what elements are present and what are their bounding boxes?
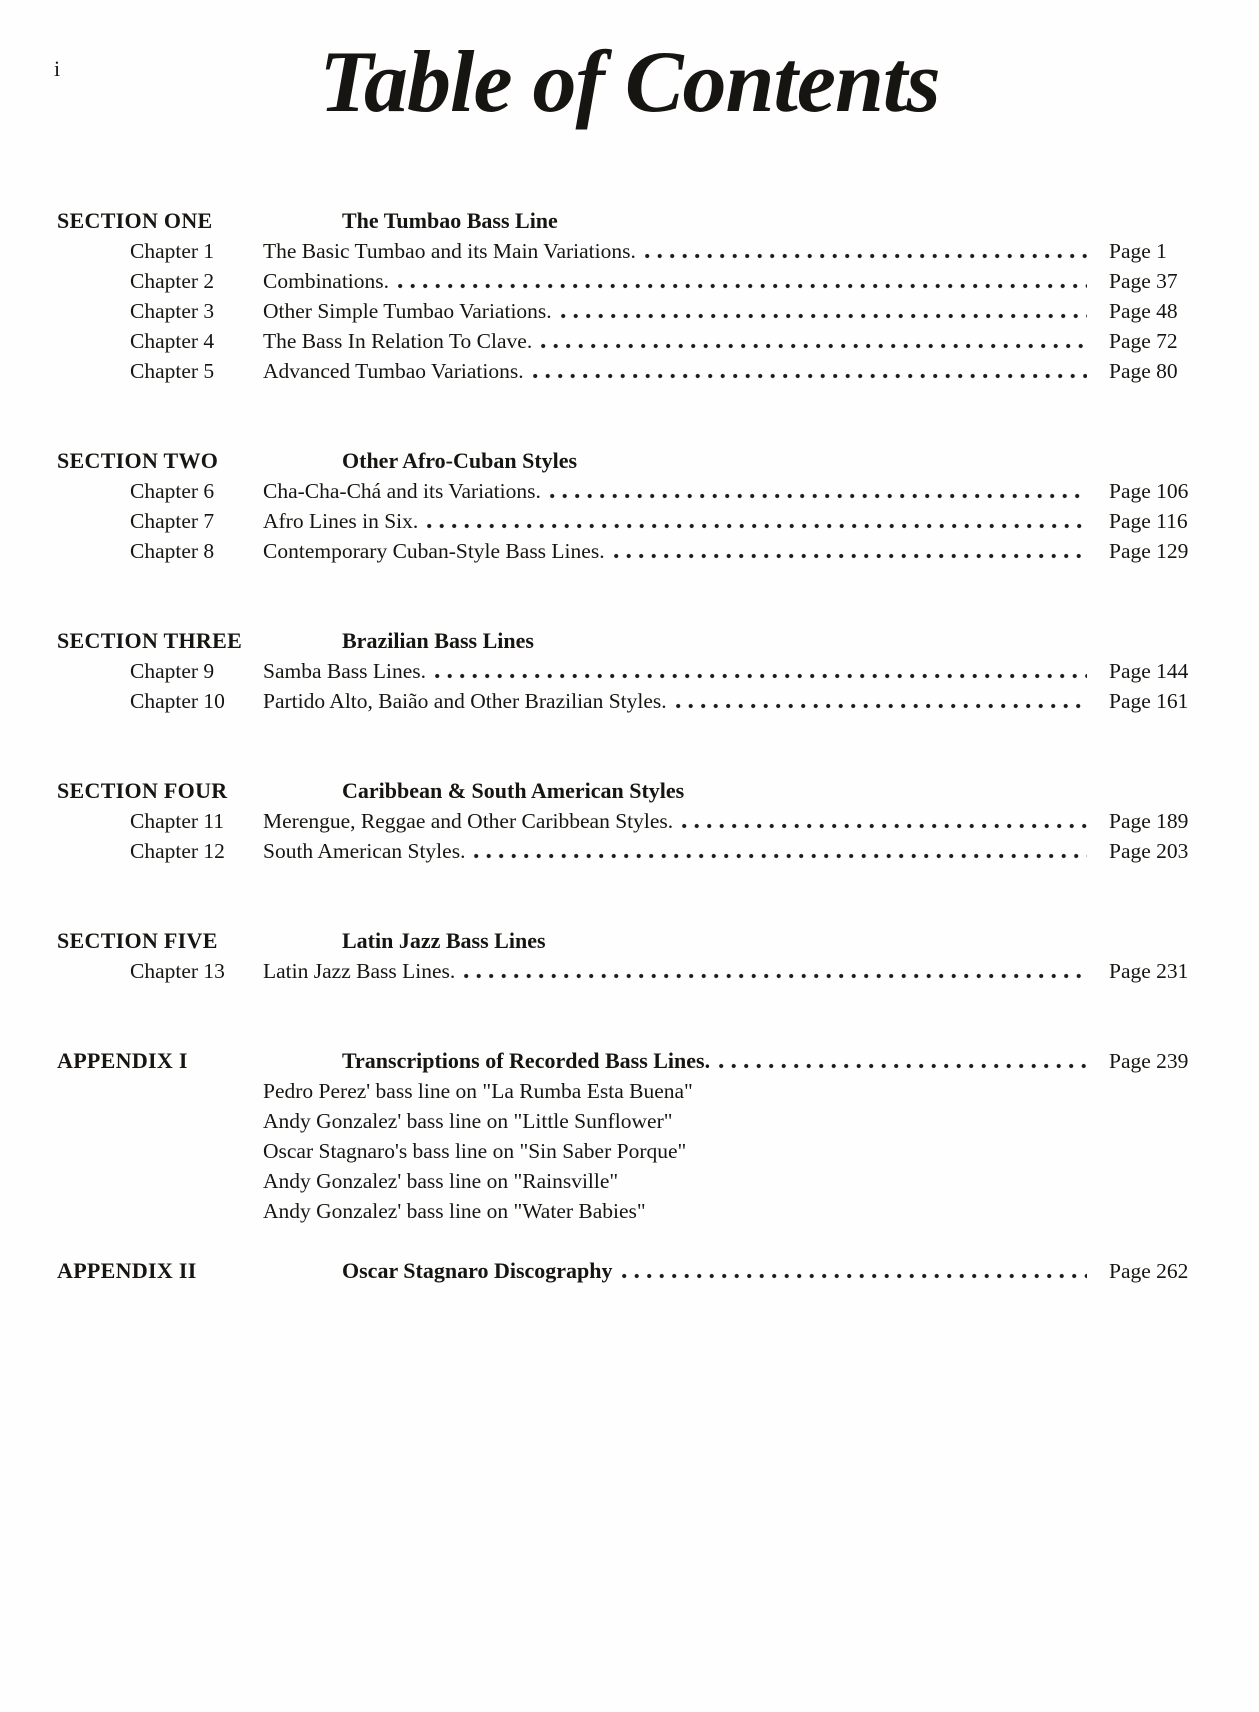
- section-title: Brazilian Bass Lines: [342, 628, 534, 653]
- entry-label: Chapter 1: [130, 239, 215, 263]
- entry-title: Samba Bass Lines.: [263, 659, 427, 683]
- section-label: APPENDIX II: [57, 1258, 197, 1283]
- section-title-cell: [263, 1046, 1095, 1076]
- section-header-row: [57, 1256, 1243, 1286]
- section-label: SECTION FOUR: [57, 778, 228, 803]
- section-title-cell: [263, 926, 1243, 956]
- dot-leader: [682, 823, 1087, 830]
- entry-label: Chapter 3: [130, 299, 215, 323]
- dot-leader: [676, 703, 1087, 710]
- entry-title: Other Simple Tumbao Variations.: [263, 299, 552, 323]
- entry-page: Page 48: [1109, 299, 1178, 323]
- entry-title: The Basic Tumbao and its Main Variations.: [263, 239, 636, 263]
- entry-page: Page 144: [1109, 659, 1189, 683]
- section-header-row: [57, 206, 1243, 236]
- toc-entry-row: [57, 266, 1243, 296]
- section-entries: [57, 806, 1243, 866]
- toc-section: [57, 1046, 1243, 1226]
- section-label: SECTION ONE: [57, 208, 213, 233]
- entry-title-cell: [263, 296, 1095, 326]
- toc-section: [57, 206, 1243, 386]
- section-header-row: [57, 926, 1243, 956]
- section-page: Page 262: [1109, 1259, 1189, 1283]
- entry-label: Chapter 6: [130, 479, 215, 503]
- entry-page: Page 203: [1109, 839, 1189, 863]
- entry-title: Merengue, Reggae and Other Caribbean Styles.: [263, 809, 674, 833]
- entry-page: Page 189: [1109, 809, 1189, 833]
- toc-entry-row: [57, 326, 1243, 356]
- entry-title-cell: [263, 1106, 1243, 1136]
- toc-entry-row: [57, 656, 1243, 686]
- toc-entry-row: [57, 476, 1243, 506]
- section-label: APPENDIX I: [57, 1048, 188, 1073]
- toc-entry-row: [57, 536, 1243, 566]
- page-folio: i: [54, 56, 61, 81]
- entry-label: Chapter 9: [130, 659, 215, 683]
- entry-label: Chapter 5: [130, 359, 215, 383]
- section-entries: [57, 656, 1243, 716]
- dot-leader: [645, 253, 1087, 260]
- section-title: Transcriptions of Recorded Bass Lines.: [342, 1048, 711, 1073]
- dot-leader: [474, 853, 1087, 860]
- toc-entry-row: [57, 1196, 1243, 1226]
- dot-leader: [533, 373, 1087, 380]
- entry-title-cell: [263, 836, 1095, 866]
- section-title-cell: [263, 446, 1243, 476]
- entry-label: Chapter 2: [130, 269, 215, 293]
- entry-title-cell: [263, 806, 1095, 836]
- section-entries: [57, 1076, 1243, 1226]
- toc-entry-row: [57, 236, 1243, 266]
- entry-label: Chapter 11: [130, 809, 225, 833]
- entry-page: Page 37: [1109, 269, 1178, 293]
- entry-title: Afro Lines in Six.: [263, 509, 419, 533]
- entry-title-cell: [263, 536, 1095, 566]
- page-title: Table of Contents: [319, 34, 940, 131]
- entry-title: Advanced Tumbao Variations.: [263, 359, 524, 383]
- toc-section: [57, 776, 1243, 866]
- dot-leader: [614, 553, 1087, 560]
- entry-title-cell: [263, 686, 1095, 716]
- entry-title-cell: [263, 506, 1095, 536]
- section-title: Caribbean & South American Styles: [342, 778, 685, 803]
- dot-leader: [427, 523, 1087, 530]
- section-entries: [57, 956, 1243, 986]
- section-header-row: [57, 446, 1243, 476]
- section-header-row: [57, 626, 1243, 656]
- entry-title: Andy Gonzalez' bass line on "Water Babies": [263, 1199, 646, 1223]
- section-entries: [57, 476, 1243, 566]
- entry-label: Chapter 10: [130, 689, 225, 713]
- entry-title: Cha-Cha-Chá and its Variations.: [263, 479, 541, 503]
- entry-page: Page 72: [1109, 329, 1178, 353]
- section-title-cell: [263, 1256, 1095, 1286]
- toc-entry-row: [57, 1076, 1243, 1106]
- entry-title-cell: [263, 956, 1095, 986]
- dot-leader: [435, 673, 1087, 680]
- entry-title-cell: [263, 1196, 1243, 1226]
- entry-title-cell: [263, 1076, 1243, 1106]
- toc-entry-row: [57, 1106, 1243, 1136]
- entry-label: Chapter 12: [130, 839, 225, 863]
- entry-page: Page 116: [1109, 509, 1188, 533]
- entry-page: Page 129: [1109, 539, 1189, 563]
- entry-title-cell: [263, 266, 1095, 296]
- entry-title-cell: [263, 1136, 1243, 1166]
- entry-title: Partido Alto, Baião and Other Brazilian Styles.: [263, 689, 667, 713]
- section-title: Other Afro-Cuban Styles: [342, 448, 578, 473]
- entry-title: Contemporary Cuban-Style Bass Lines.: [263, 539, 605, 563]
- section-page: Page 239: [1109, 1049, 1189, 1073]
- dot-leader: [719, 1063, 1087, 1070]
- section-title: Latin Jazz Bass Lines: [342, 928, 546, 953]
- section-title: Oscar Stagnaro Discography: [342, 1258, 613, 1283]
- section-header-row: [57, 1046, 1243, 1076]
- toc-section: [57, 446, 1243, 566]
- toc-section: [57, 1256, 1243, 1286]
- entry-title: Combinations.: [263, 269, 390, 293]
- toc-entry-row: [57, 686, 1243, 716]
- dot-leader: [398, 283, 1087, 290]
- entry-page: Page 231: [1109, 959, 1189, 983]
- entry-title-cell: [263, 356, 1095, 386]
- toc-section: [57, 626, 1243, 716]
- entry-title: Andy Gonzalez' bass line on "Little Sunflower": [263, 1109, 673, 1133]
- toc-section: [57, 926, 1243, 986]
- entry-title-cell: [263, 1166, 1243, 1196]
- entry-label: Chapter 4: [130, 329, 215, 353]
- entry-label: Chapter 7: [130, 509, 215, 533]
- section-title-cell: [263, 626, 1243, 656]
- entry-page: Page 106: [1109, 479, 1189, 503]
- entry-title-cell: [263, 476, 1095, 506]
- dot-leader: [561, 313, 1087, 320]
- entry-page: Page 161: [1109, 689, 1189, 713]
- toc-entry-row: [57, 836, 1243, 866]
- entry-page: Page 1: [1109, 239, 1167, 263]
- entry-label: Chapter 13: [130, 959, 225, 983]
- toc-entry-row: [57, 356, 1243, 386]
- section-label: SECTION TWO: [57, 448, 219, 473]
- entry-title-cell: [263, 326, 1095, 356]
- entry-title: Oscar Stagnaro's bass line on "Sin Saber Porque": [263, 1139, 687, 1163]
- entry-title: Pedro Perez' bass line on "La Rumba Esta Buena": [263, 1079, 693, 1103]
- toc-entry-row: [57, 1166, 1243, 1196]
- toc-entry-row: [57, 956, 1243, 986]
- section-entries: [57, 236, 1243, 386]
- toc-entry-row: [57, 296, 1243, 326]
- section-title-cell: [263, 776, 1243, 806]
- dot-leader: [541, 343, 1087, 350]
- dot-leader: [550, 493, 1087, 500]
- section-label: SECTION FIVE: [57, 928, 218, 953]
- section-title-cell: [263, 206, 1243, 236]
- section-header-row: [57, 776, 1243, 806]
- entry-title-cell: [263, 236, 1095, 266]
- section-title: The Tumbao Bass Line: [342, 208, 558, 233]
- entry-title: The Bass In Relation To Clave.: [263, 329, 533, 353]
- toc-entry-row: [57, 506, 1243, 536]
- entry-title: South American Styles.: [263, 839, 466, 863]
- toc-entry-row: [57, 806, 1243, 836]
- entry-page: Page 80: [1109, 359, 1178, 383]
- dot-leader: [622, 1273, 1087, 1280]
- entry-title: Andy Gonzalez' bass line on "Rainsville": [263, 1169, 619, 1193]
- entry-title-cell: [263, 656, 1095, 686]
- entry-title: Latin Jazz Bass Lines.: [263, 959, 456, 983]
- toc-entry-row: [57, 1136, 1243, 1166]
- section-label: SECTION THREE: [57, 628, 243, 653]
- entry-label: Chapter 8: [130, 539, 215, 563]
- dot-leader: [464, 973, 1087, 980]
- toc: [57, 206, 1243, 1286]
